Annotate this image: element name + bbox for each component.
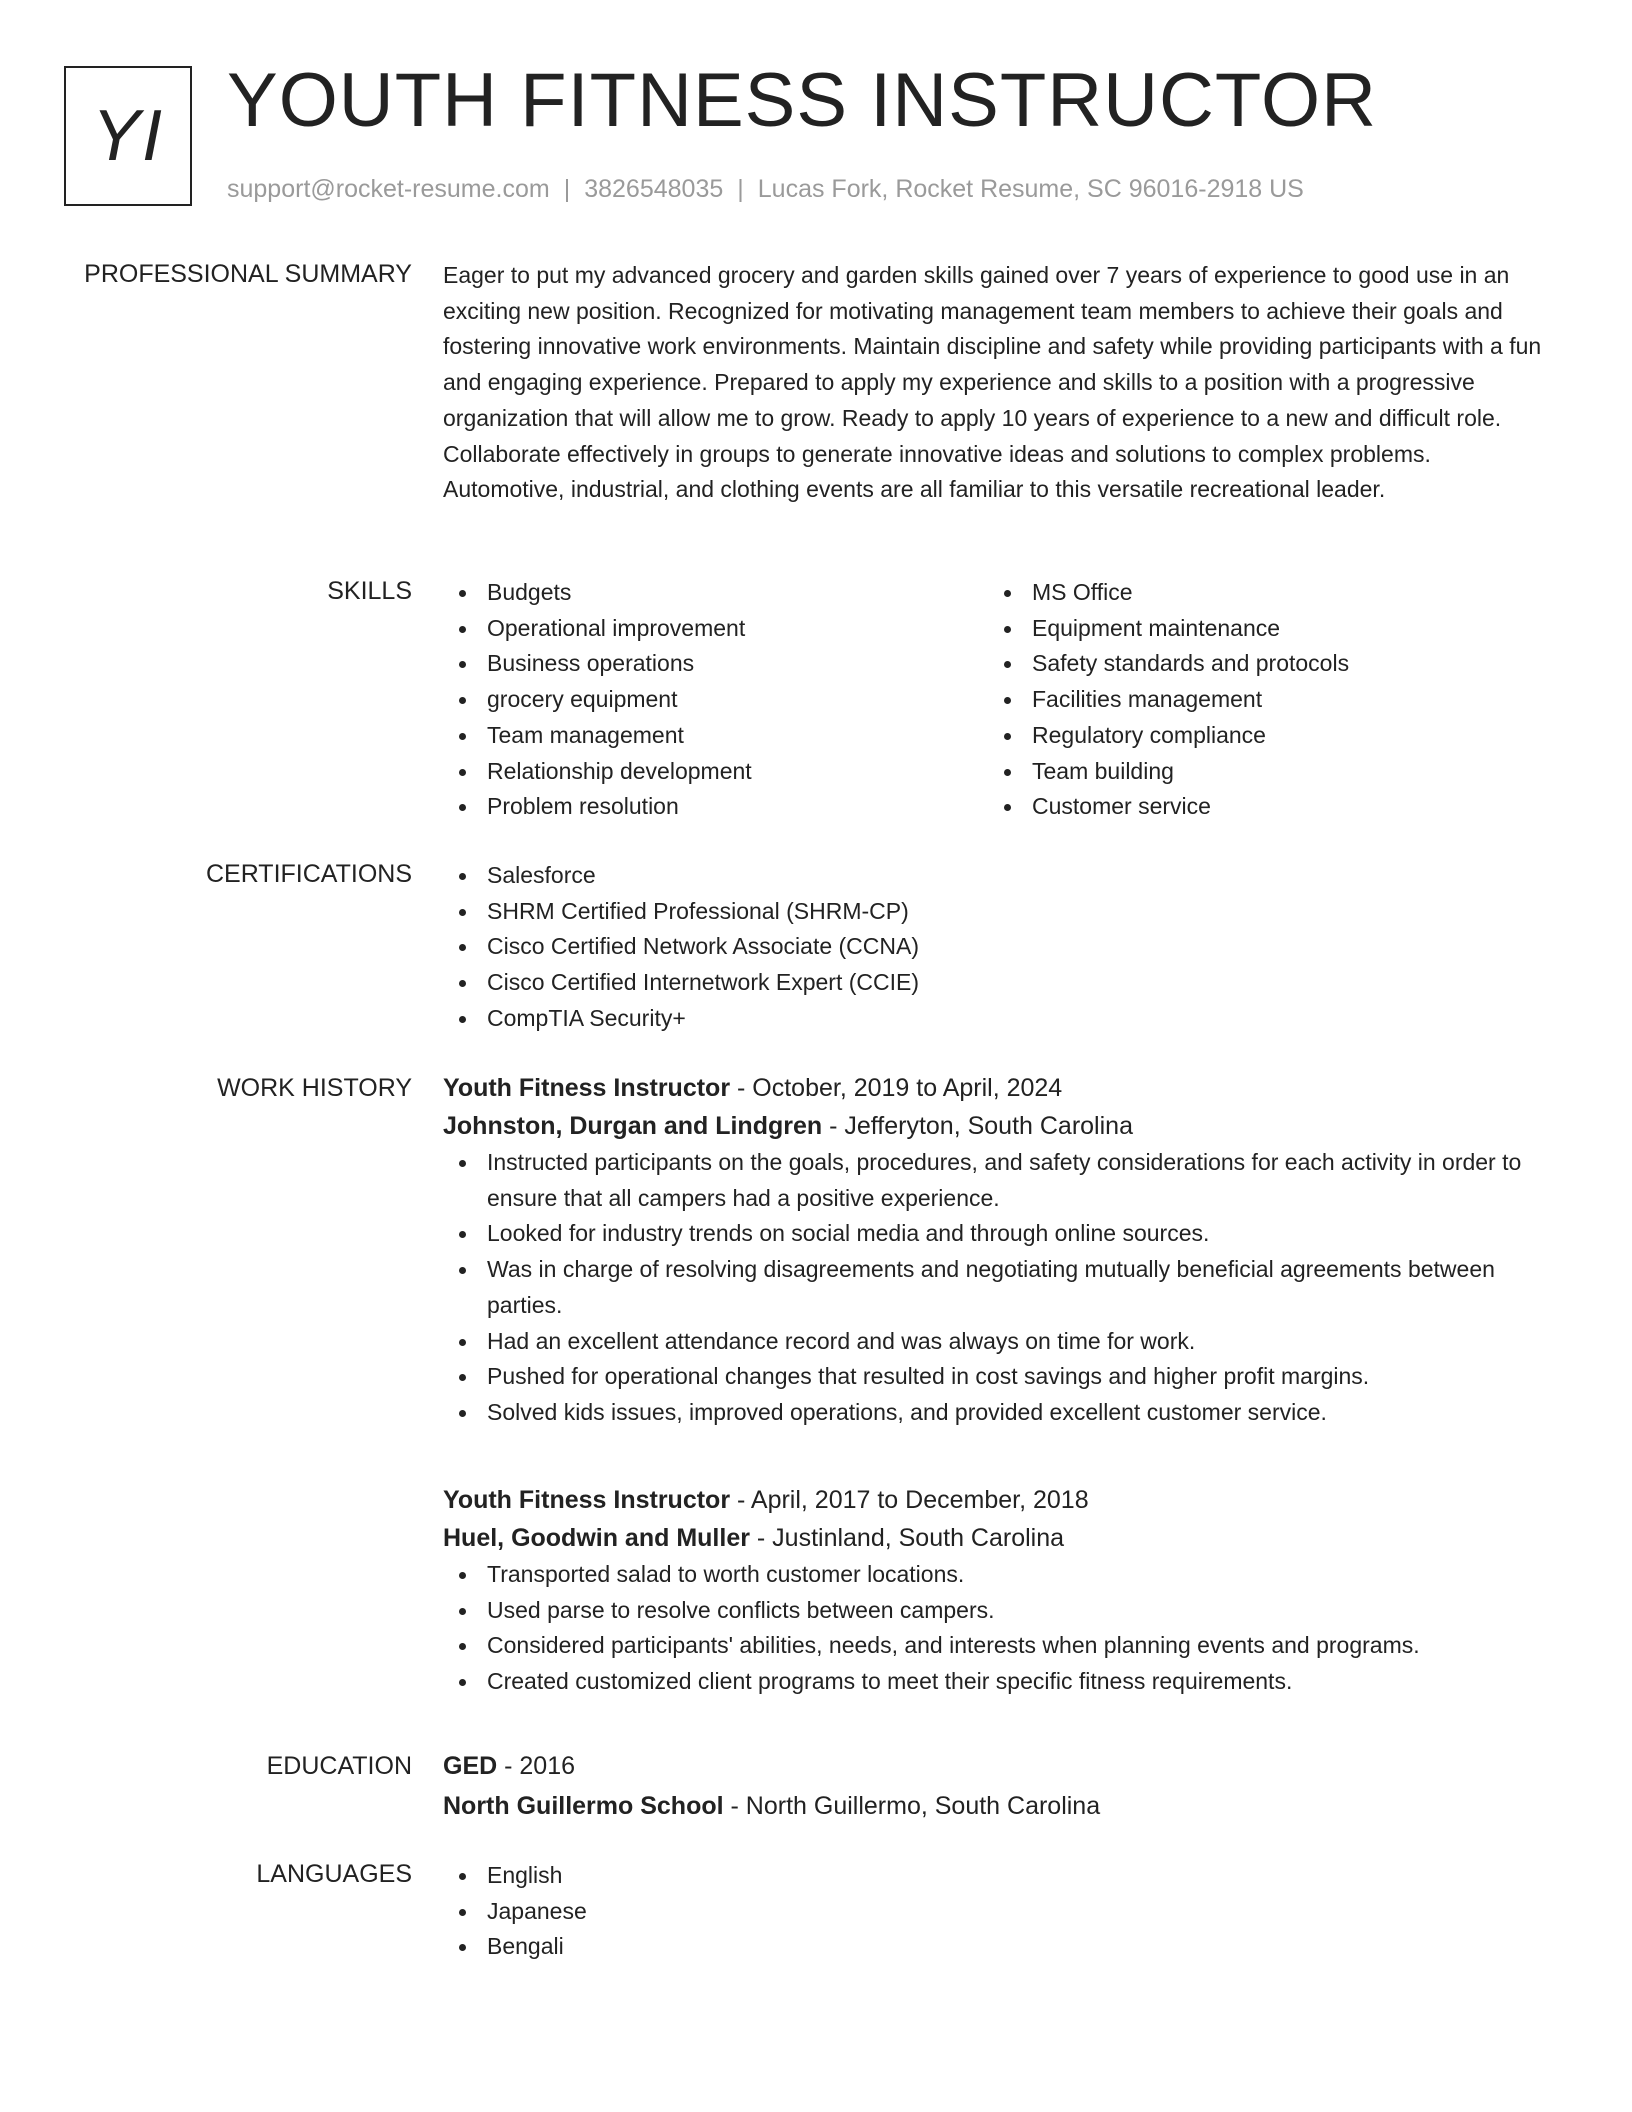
monogram-logo: YI — [64, 66, 192, 206]
job-entry — [443, 1069, 1553, 1431]
education-heading: EDUCATION — [266, 1752, 412, 1780]
job-duty-item: Had an excellent attendance record and was always on time for work. — [443, 1324, 1553, 1360]
job-duty-item: Created customized client programs to meet their specific fitness requirements. — [443, 1664, 1553, 1700]
education-location: - North Guillermo, South Carolina — [723, 1792, 1101, 1820]
education-section — [443, 1746, 1553, 1826]
job-duty-item: Was in charge of resolving disagreements and negotiating mutually beneficial agreements between parties. — [443, 1252, 1553, 1323]
skills-heading: SKILLS — [327, 577, 412, 605]
summary-section — [443, 258, 1553, 508]
job-title-line — [443, 1069, 1553, 1107]
languages-list — [443, 1858, 1553, 1965]
job-dates: - April, 2017 to December, 2018 — [730, 1486, 1089, 1514]
skill-item: Facilities management — [988, 682, 1533, 718]
skills-list-right — [988, 575, 1533, 825]
certification-item: Cisco Certified Internetwork Expert (CCIE) — [443, 965, 1553, 1001]
skill-item: Problem resolution — [443, 789, 988, 825]
job-title: Youth Fitness Instructor — [443, 1486, 731, 1514]
job-duty-item: Looked for industry trends on social media and through online sources. — [443, 1216, 1553, 1252]
job-company: Johnston, Durgan and Lindgren — [443, 1112, 823, 1140]
certification-item: Cisco Certified Network Associate (CCNA) — [443, 929, 1553, 965]
page-title: YOUTH FITNESS INSTRUCTOR — [227, 58, 1377, 143]
job-duty-item: Pushed for operational changes that resulted in cost savings and higher profit margins. — [443, 1359, 1553, 1395]
certifications-section — [443, 858, 1553, 1037]
contact-separator: | — [563, 175, 571, 203]
job-location: - Jefferyton, South Carolina — [822, 1112, 1133, 1140]
job-duty-item: Solved kids issues, improved operations, and provided excellent customer service. — [443, 1395, 1553, 1431]
skills-section — [443, 575, 1553, 825]
job-duty-item: Considered participants' abilities, needs, and interests when planning events and programs. — [443, 1628, 1553, 1664]
certifications-heading: CERTIFICATIONS — [205, 860, 412, 888]
education-degree-line — [443, 1746, 1553, 1786]
skill-item: Relationship development — [443, 754, 988, 790]
contact-email[interactable]: support@rocket-resume.com — [227, 175, 550, 203]
skill-item: Regulatory compliance — [988, 718, 1533, 754]
contact-phone[interactable]: 3826548035 — [584, 175, 724, 203]
languages-section — [443, 1858, 1553, 1965]
certification-item: CompTIA Security+ — [443, 1001, 1553, 1037]
job-duty-item: Used parse to resolve conflicts between campers. — [443, 1593, 1553, 1629]
contact-address: Lucas Fork, Rocket Resume, SC 96016-2918 US — [757, 175, 1304, 203]
contact-separator: | — [737, 175, 744, 203]
skill-item: Safety standards and protocols — [988, 646, 1533, 682]
languages-heading: LANGUAGES — [256, 1860, 412, 1888]
language-item: Bengali — [443, 1929, 1553, 1965]
job-duties-list — [443, 1557, 1553, 1700]
education-degree: GED — [443, 1752, 498, 1780]
job-title-line — [443, 1481, 1553, 1519]
education-school: North Guillermo School — [443, 1792, 724, 1820]
skill-item: Operational improvement — [443, 611, 988, 647]
skill-item: Team management — [443, 718, 988, 754]
job-company-line — [443, 1519, 1553, 1557]
job-entry — [443, 1481, 1553, 1700]
summary-heading: PROFESSIONAL SUMMARY — [84, 260, 412, 288]
education-school-line — [443, 1786, 1553, 1826]
work-history-heading: WORK HISTORY — [217, 1074, 412, 1102]
skill-item: Team building — [988, 754, 1533, 790]
education-year: - 2016 — [497, 1752, 576, 1780]
contact-line — [227, 172, 1304, 206]
skill-item: Customer service — [988, 789, 1533, 825]
job-company-line — [443, 1107, 1553, 1145]
skill-item: Business operations — [443, 646, 988, 682]
job-location: - Justinland, South Carolina — [749, 1524, 1065, 1552]
job-duty-item: Instructed participants on the goals, procedures, and safety considerations for each activity in order to ensure that all campers had a positive experience. — [443, 1145, 1553, 1216]
skill-item: MS Office — [988, 575, 1533, 611]
job-duties-list — [443, 1145, 1553, 1431]
job-duty-item: Transported salad to worth customer locations. — [443, 1557, 1553, 1593]
skills-list-left — [443, 575, 988, 825]
skill-item: Equipment maintenance — [988, 611, 1533, 647]
job-company: Huel, Goodwin and Muller — [443, 1524, 750, 1552]
skill-item: Budgets — [443, 575, 988, 611]
certification-item: SHRM Certified Professional (SHRM-CP) — [443, 894, 1553, 930]
job-title: Youth Fitness Instructor — [443, 1074, 731, 1102]
certifications-list — [443, 858, 1553, 1037]
skill-item: grocery equipment — [443, 682, 988, 718]
language-item: Japanese — [443, 1894, 1553, 1930]
language-item: English — [443, 1858, 1553, 1894]
job-dates: - October, 2019 to April, 2024 — [730, 1074, 1063, 1102]
certification-item: Salesforce — [443, 858, 1553, 894]
summary-text: Eager to put my advanced grocery and garden skills gained over 7 years of experience to good use in an exciting new position. Recognized for motivating management team members to achieve their goals and fostering innovative work environments. Maintain discipline and safety while providing participants with a fun and engaging experience. Prepared to apply my experience and skills to a position with a progressive organization that will allow me to grow. Ready to apply 10 years of experience to a new and difficult role. Collaborate effectively in groups to generate innovative ideas and solutions to complex problems. Automotive, industrial, and clothing events are all familiar to this versatile recreational leader. — [443, 262, 1542, 503]
